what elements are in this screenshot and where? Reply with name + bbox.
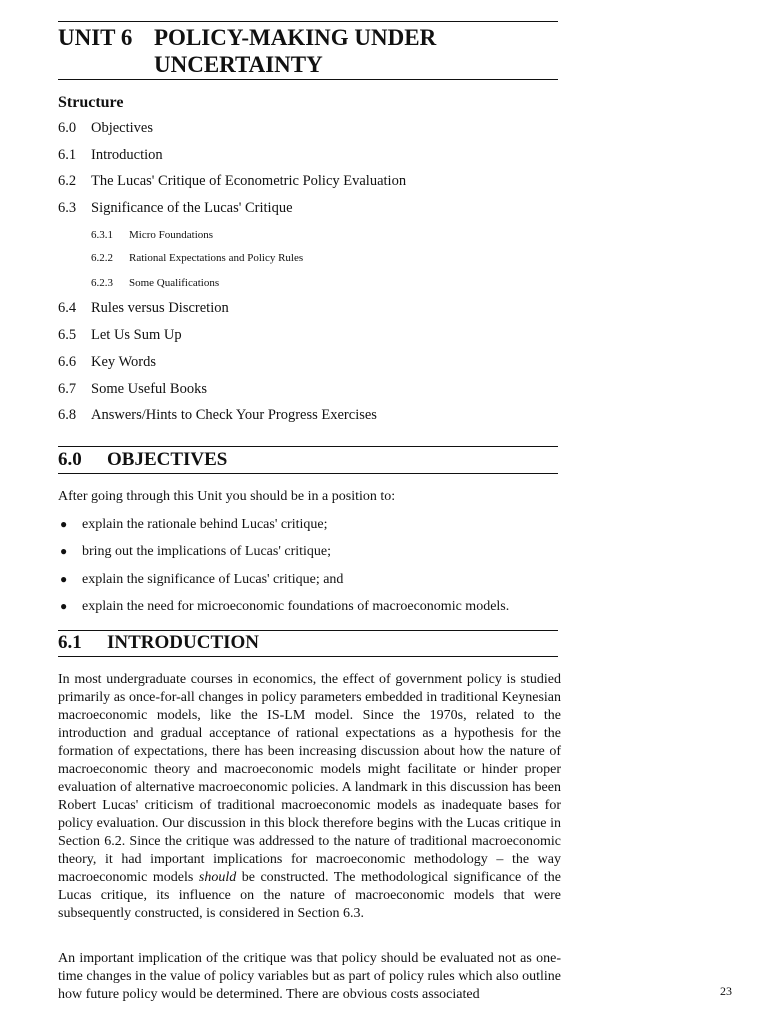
toc-number: 6.0 xyxy=(58,120,77,136)
toc-number: 6.3.1 xyxy=(91,229,113,241)
section-number: 6.0 xyxy=(58,449,82,470)
introduction-bottom-rule xyxy=(58,656,558,657)
bullet-icon: ● xyxy=(60,599,68,613)
toc-number: 6.1 xyxy=(58,147,77,163)
introduction-top-rule xyxy=(58,630,558,631)
toc-number: 6.8 xyxy=(58,407,77,423)
toc-label: Key Words xyxy=(91,354,157,370)
objectives-top-rule xyxy=(58,446,558,447)
bullet-icon: ● xyxy=(60,572,68,586)
introduction-paragraph-1 xyxy=(58,671,561,923)
toc-label: The Lucas' Critique of Econometric Policy Evaluation xyxy=(91,173,407,189)
toc-label: Rules versus Discretion xyxy=(91,300,229,316)
page-number: 23 xyxy=(720,984,732,998)
toc-number: 6.7 xyxy=(58,381,77,397)
paragraph-text-end: be constructed. The methodological significance of the Lucas critique, its influence on the nature of macroeconomic models that were subsequently constructed, is considered in Section 6.3. xyxy=(58,870,562,921)
toc-label: Introduction xyxy=(91,147,163,163)
toc-number: 6.4 xyxy=(58,300,77,316)
structure-heading: Structure xyxy=(58,94,124,111)
section-number: 6.1 xyxy=(58,632,82,653)
toc-label: Rational Expectations and Policy Rules xyxy=(129,252,304,264)
paragraph-text: In most undergraduate courses in economics, the effect of government policy is studied primarily as once-for-all changes in policy parameters embedded in traditional Keynesian macroeconomic models, like the IS-LM model. Since the 1970s, related to the introduction and gradual acceptance of rational expectations as a hypothesis for the formation of expectations, there has been increasing discussion about how the nature of macroeconomic theory and macroeconomic models might facilitate or hinder proper evaluation of alternative macroeconomic policies. A landmark in this discussion has been Robert Lucas' criticism of traditional macroeconomic models as inadequate bases for policy evaluation. Our discussion in this block therefore begins with the Lucas critique in Section 6.2. Since the critique was addressed to the nature of traditional macroeconomic theory, it had important implications for macroeconomic methodology – the way macroeconomic models xyxy=(58,672,561,885)
unit-heading-rule xyxy=(58,79,558,80)
list-item-text: explain the need for microeconomic foundations of macroeconomic models. xyxy=(82,599,510,614)
list-item-text: bring out the implications of Lucas' critique; xyxy=(82,544,332,559)
toc-label: Micro Foundations xyxy=(129,229,214,241)
unit-title: POLICY-MAKING UNDER UNCERTAINTY xyxy=(154,25,437,77)
section-title: INTRODUCTION xyxy=(107,632,260,653)
top-rule xyxy=(58,21,558,22)
toc-number: 6.2 xyxy=(58,173,77,189)
toc-number: 6.2.2 xyxy=(91,252,113,264)
bullet-icon: ● xyxy=(60,517,68,531)
toc-label: Objectives xyxy=(91,120,154,136)
section-title: OBJECTIVES xyxy=(107,449,228,470)
toc-label: Some Qualifications xyxy=(129,277,220,289)
bullet-icon: ● xyxy=(60,544,68,558)
list-item-text: explain the rationale behind Lucas' critique; xyxy=(82,517,328,532)
emphasis-text: should xyxy=(198,870,237,885)
list-item-text: explain the significance of Lucas' critique; and xyxy=(82,572,344,587)
toc-number: 6.3 xyxy=(58,200,77,216)
toc-label: Significance of the Lucas' Critique xyxy=(91,200,293,216)
toc-label: Some Useful Books xyxy=(91,381,207,397)
unit-number: UNIT 6 xyxy=(58,25,133,50)
toc-number: 6.5 xyxy=(58,327,77,343)
objectives-bottom-rule xyxy=(58,473,558,474)
toc-label: Answers/Hints to Check Your Progress Exercises xyxy=(91,407,377,423)
objectives-intro: After going through this Unit you should be in a position to: xyxy=(58,489,396,504)
toc-label: Let Us Sum Up xyxy=(91,327,182,343)
toc-number: 6.6 xyxy=(58,354,77,370)
introduction-paragraph-2: An important implication of the critique was that policy should be evaluated not as one-time changes in the value of policy variables but as part of policy rules which also outline how future policy would be determined. There are obvious costs associated xyxy=(58,951,561,1002)
toc-number: 6.2.3 xyxy=(91,277,113,289)
